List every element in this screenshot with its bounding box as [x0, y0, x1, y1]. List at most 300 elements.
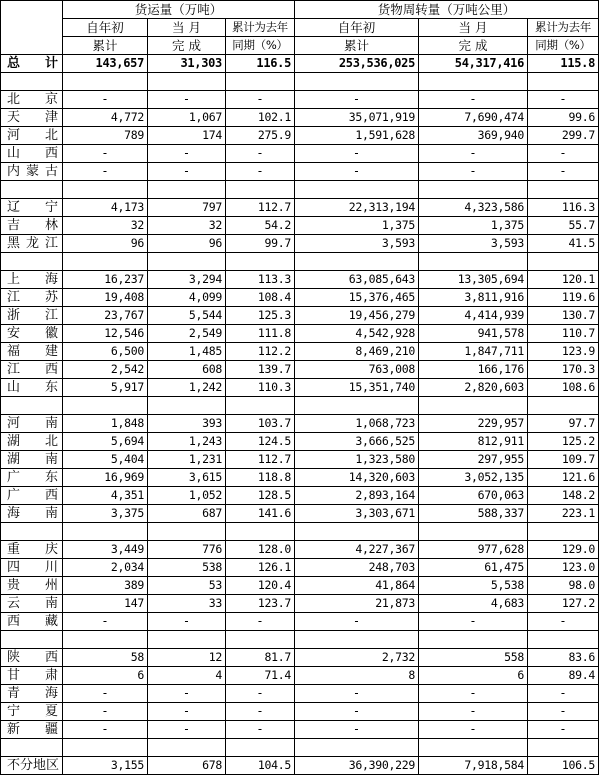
cell-ft-yoy: -	[528, 703, 599, 721]
empty-cell	[1, 631, 63, 649]
empty-cell	[226, 739, 295, 757]
region-name: 安 徽	[1, 325, 63, 343]
cell-ft-yoy: 121.6	[528, 469, 599, 487]
cell-ft-ytd: 36,390,229	[295, 757, 419, 775]
empty-cell	[226, 523, 295, 541]
empty-cell	[528, 523, 599, 541]
cell-ft-ytd: 2,893,164	[295, 487, 419, 505]
cell-fv-ytd: 3,449	[63, 541, 148, 559]
cell-ft-yoy: 110.7	[528, 325, 599, 343]
cell-fv-yoy: -	[226, 613, 295, 631]
cell-ft-month: 297,955	[419, 451, 528, 469]
empty-cell	[528, 631, 599, 649]
empty-cell	[528, 253, 599, 271]
cell-fv-month: 174	[148, 127, 226, 145]
region-name: 陕 西	[1, 649, 63, 667]
empty-cell	[419, 397, 528, 415]
cell-ft-ytd: -	[295, 613, 419, 631]
header-corner	[1, 1, 63, 55]
cell-ft-month: -	[419, 163, 528, 181]
cell-fv-ytd: 3,375	[63, 505, 148, 523]
cell-ft-yoy: 123.9	[528, 343, 599, 361]
empty-cell	[226, 631, 295, 649]
cell-fv-month: -	[148, 145, 226, 163]
cell-fv-yoy: 99.7	[226, 235, 295, 253]
table-row	[1, 559, 599, 577]
cell-ft-month: 812,911	[419, 433, 528, 451]
cell-fv-month: 5,544	[148, 307, 226, 325]
region-name: 黑龙江	[1, 235, 63, 253]
cell-ft-month: -	[419, 613, 528, 631]
header-ft-ytd-1: 自年初	[295, 19, 419, 37]
cell-ft-month: 941,578	[419, 325, 528, 343]
cell-fv-month: 96	[148, 235, 226, 253]
table-row	[1, 415, 599, 433]
cell-fv-yoy: 112.7	[226, 199, 295, 217]
table-row	[1, 199, 599, 217]
cell-ft-yoy: 106.5	[528, 757, 599, 775]
cell-ft-month: -	[419, 721, 528, 739]
total-ft-month: 54,317,416	[419, 55, 528, 73]
empty-cell	[63, 253, 148, 271]
region-name: 河 北	[1, 127, 63, 145]
cell-fv-yoy: 104.5	[226, 757, 295, 775]
cell-fv-month: 538	[148, 559, 226, 577]
cell-ft-yoy: 123.0	[528, 559, 599, 577]
region-name: 吉 林	[1, 217, 63, 235]
cell-fv-ytd: -	[63, 703, 148, 721]
cell-ft-month: 166,176	[419, 361, 528, 379]
cell-fv-ytd: 6,500	[63, 343, 148, 361]
cell-fv-month: 1,243	[148, 433, 226, 451]
empty-cell	[295, 523, 419, 541]
cell-fv-ytd: 12,546	[63, 325, 148, 343]
cell-ft-month: 670,063	[419, 487, 528, 505]
total-fv-ytd: 143,657	[63, 55, 148, 73]
region-name: 青 海	[1, 685, 63, 703]
cell-fv-yoy: 123.7	[226, 595, 295, 613]
empty-cell	[63, 739, 148, 757]
empty-cell	[295, 739, 419, 757]
cell-ft-ytd: 19,456,279	[295, 307, 419, 325]
cell-ft-yoy: -	[528, 685, 599, 703]
cell-ft-month: 1,847,711	[419, 343, 528, 361]
total-label: 总 计	[1, 55, 63, 73]
cell-ft-ytd: -	[295, 145, 419, 163]
cell-fv-yoy: 81.7	[226, 649, 295, 667]
cell-ft-ytd: 3,303,671	[295, 505, 419, 523]
cell-fv-yoy: 125.3	[226, 307, 295, 325]
cell-fv-month: 1,231	[148, 451, 226, 469]
cell-fv-ytd: 32	[63, 217, 148, 235]
header-row-sub1	[1, 19, 599, 37]
table-row	[1, 541, 599, 559]
cell-ft-ytd: 1,068,723	[295, 415, 419, 433]
cell-fv-yoy: 108.4	[226, 289, 295, 307]
table-row	[1, 703, 599, 721]
header-row-group	[1, 1, 599, 19]
cell-fv-ytd: -	[63, 145, 148, 163]
cell-fv-month: 4	[148, 667, 226, 685]
region-name: 浙 江	[1, 307, 63, 325]
empty-cell	[148, 73, 226, 91]
region-name: 不分地区	[1, 757, 63, 775]
table-row	[1, 307, 599, 325]
cell-ft-ytd: 1,375	[295, 217, 419, 235]
total-ft-ytd: 253,536,025	[295, 55, 419, 73]
spacer-row	[1, 253, 599, 271]
cell-ft-yoy: -	[528, 721, 599, 739]
spacer-row	[1, 73, 599, 91]
header-row-sub2	[1, 37, 599, 55]
cell-fv-yoy: 112.2	[226, 343, 295, 361]
cell-fv-ytd: -	[63, 91, 148, 109]
region-name: 海 南	[1, 505, 63, 523]
cell-fv-ytd: 789	[63, 127, 148, 145]
region-name: 内蒙古	[1, 163, 63, 181]
region-name: 山 西	[1, 145, 63, 163]
region-name: 湖 北	[1, 433, 63, 451]
empty-cell	[295, 253, 419, 271]
cell-fv-month: -	[148, 613, 226, 631]
table-row	[1, 505, 599, 523]
cell-ft-yoy: 148.2	[528, 487, 599, 505]
table-row	[1, 613, 599, 631]
cell-fv-month: 678	[148, 757, 226, 775]
region-name: 广 西	[1, 487, 63, 505]
region-name: 新 疆	[1, 721, 63, 739]
cell-ft-yoy: -	[528, 145, 599, 163]
cell-ft-month: 7,690,474	[419, 109, 528, 127]
cell-ft-yoy: 41.5	[528, 235, 599, 253]
cell-ft-month: 369,940	[419, 127, 528, 145]
cell-ft-yoy: 120.1	[528, 271, 599, 289]
cell-fv-yoy: -	[226, 91, 295, 109]
cell-ft-month: 4,323,586	[419, 199, 528, 217]
cell-ft-ytd: 14,320,603	[295, 469, 419, 487]
cell-ft-ytd: -	[295, 163, 419, 181]
table-row	[1, 469, 599, 487]
table-row	[1, 289, 599, 307]
cell-ft-yoy: 116.3	[528, 199, 599, 217]
cell-fv-ytd: 3,155	[63, 757, 148, 775]
cell-fv-month: 33	[148, 595, 226, 613]
cell-fv-ytd: 147	[63, 595, 148, 613]
spacer-row	[1, 739, 599, 757]
cell-ft-month: 6	[419, 667, 528, 685]
table-row	[1, 325, 599, 343]
empty-cell	[148, 253, 226, 271]
empty-cell	[63, 397, 148, 415]
cell-ft-ytd: 4,542,928	[295, 325, 419, 343]
header-fv-yoy-1: 累计为去年	[226, 19, 295, 37]
cell-ft-ytd: -	[295, 721, 419, 739]
cell-ft-month: 3,052,135	[419, 469, 528, 487]
cell-ft-yoy: 127.2	[528, 595, 599, 613]
cell-ft-month: 3,811,916	[419, 289, 528, 307]
cell-fv-ytd: 16,237	[63, 271, 148, 289]
cell-ft-ytd: 3,666,525	[295, 433, 419, 451]
header-fv-yoy-2: 同期（%）	[226, 37, 295, 55]
cell-fv-ytd: 5,917	[63, 379, 148, 397]
cell-fv-yoy: 124.5	[226, 433, 295, 451]
table-row	[1, 91, 599, 109]
region-name: 广 东	[1, 469, 63, 487]
region-name: 湖 南	[1, 451, 63, 469]
cell-fv-yoy: 103.7	[226, 415, 295, 433]
cell-fv-yoy: -	[226, 721, 295, 739]
cell-fv-yoy: 102.1	[226, 109, 295, 127]
cell-fv-ytd: 23,767	[63, 307, 148, 325]
cell-ft-yoy: 99.6	[528, 109, 599, 127]
empty-cell	[528, 73, 599, 91]
region-name: 云 南	[1, 595, 63, 613]
region-name: 重 庆	[1, 541, 63, 559]
cell-ft-ytd: 1,591,628	[295, 127, 419, 145]
cell-fv-yoy: 113.3	[226, 271, 295, 289]
empty-cell	[63, 181, 148, 199]
cell-ft-yoy: 97.7	[528, 415, 599, 433]
cell-ft-ytd: 1,323,580	[295, 451, 419, 469]
cell-ft-yoy: -	[528, 163, 599, 181]
cell-fv-month: 12	[148, 649, 226, 667]
cell-ft-ytd: 3,593	[295, 235, 419, 253]
cell-ft-ytd: 15,351,740	[295, 379, 419, 397]
cell-ft-ytd: 15,376,465	[295, 289, 419, 307]
cell-fv-yoy: 112.7	[226, 451, 295, 469]
cell-fv-ytd: 2,542	[63, 361, 148, 379]
cell-ft-yoy: 170.3	[528, 361, 599, 379]
cell-ft-ytd: 41,864	[295, 577, 419, 595]
region-name: 福 建	[1, 343, 63, 361]
cell-fv-ytd: 4,351	[63, 487, 148, 505]
header-ft-month-1: 当 月	[419, 19, 528, 37]
cell-ft-yoy: 223.1	[528, 505, 599, 523]
cell-fv-ytd: 389	[63, 577, 148, 595]
cell-ft-month: 977,628	[419, 541, 528, 559]
empty-cell	[528, 181, 599, 199]
cell-ft-ytd: 248,703	[295, 559, 419, 577]
empty-cell	[63, 631, 148, 649]
table-row	[1, 685, 599, 703]
cell-ft-month: 61,475	[419, 559, 528, 577]
empty-cell	[226, 253, 295, 271]
cell-ft-month: -	[419, 703, 528, 721]
table-row	[1, 757, 599, 775]
cell-fv-ytd: -	[63, 721, 148, 739]
cell-fv-month: 1,485	[148, 343, 226, 361]
cell-ft-ytd: 2,732	[295, 649, 419, 667]
empty-cell	[148, 739, 226, 757]
region-name: 山 东	[1, 379, 63, 397]
cell-fv-ytd: 4,173	[63, 199, 148, 217]
table-row	[1, 433, 599, 451]
header-fv-ytd-2: 累计	[63, 37, 148, 55]
empty-cell	[226, 181, 295, 199]
cell-fv-month: 1,067	[148, 109, 226, 127]
cell-fv-month: -	[148, 703, 226, 721]
cell-fv-ytd: 2,034	[63, 559, 148, 577]
region-name: 江 西	[1, 361, 63, 379]
cell-fv-month: -	[148, 91, 226, 109]
header-freight-turnover: 货物周转量（万吨公里）	[295, 1, 599, 19]
empty-cell	[148, 631, 226, 649]
spacer-row	[1, 631, 599, 649]
cell-fv-yoy: 110.3	[226, 379, 295, 397]
empty-cell	[148, 181, 226, 199]
empty-cell	[419, 739, 528, 757]
cell-ft-ytd: 763,008	[295, 361, 419, 379]
cell-ft-yoy: 130.7	[528, 307, 599, 325]
cell-fv-ytd: 96	[63, 235, 148, 253]
cell-fv-month: 393	[148, 415, 226, 433]
region-name: 四 川	[1, 559, 63, 577]
cell-fv-month: 53	[148, 577, 226, 595]
table-row	[1, 343, 599, 361]
total-fv-yoy: 116.5	[226, 55, 295, 73]
region-name: 贵 州	[1, 577, 63, 595]
cell-ft-ytd: 8	[295, 667, 419, 685]
table-row	[1, 451, 599, 469]
cell-ft-month: 558	[419, 649, 528, 667]
empty-cell	[226, 397, 295, 415]
spacer-row	[1, 523, 599, 541]
region-name: 宁 夏	[1, 703, 63, 721]
cell-ft-yoy: 98.0	[528, 577, 599, 595]
empty-cell	[63, 73, 148, 91]
cell-fv-month: -	[148, 721, 226, 739]
empty-cell	[63, 523, 148, 541]
region-name: 西 藏	[1, 613, 63, 631]
cell-fv-ytd: -	[63, 163, 148, 181]
table-row	[1, 577, 599, 595]
cell-ft-month: 13,305,694	[419, 271, 528, 289]
header-fv-ytd-1: 自年初	[63, 19, 148, 37]
cell-fv-month: 3,615	[148, 469, 226, 487]
cell-ft-yoy: 125.2	[528, 433, 599, 451]
cell-ft-month: 2,820,603	[419, 379, 528, 397]
cell-fv-yoy: 275.9	[226, 127, 295, 145]
spacer-row	[1, 181, 599, 199]
cell-ft-ytd: 63,085,643	[295, 271, 419, 289]
table-row	[1, 379, 599, 397]
cell-fv-yoy: 120.4	[226, 577, 295, 595]
cell-ft-ytd: -	[295, 91, 419, 109]
cell-ft-month: -	[419, 145, 528, 163]
empty-cell	[1, 739, 63, 757]
cell-ft-yoy: 83.6	[528, 649, 599, 667]
table-row	[1, 667, 599, 685]
cell-fv-yoy: 54.2	[226, 217, 295, 235]
table-row	[1, 487, 599, 505]
table-row	[1, 145, 599, 163]
cell-ft-yoy: 89.4	[528, 667, 599, 685]
empty-cell	[528, 739, 599, 757]
cell-fv-month: -	[148, 163, 226, 181]
header-ft-month-2: 完 成	[419, 37, 528, 55]
table-row	[1, 127, 599, 145]
cell-fv-ytd: 4,772	[63, 109, 148, 127]
header-freight-volume: 货运量（万吨）	[63, 1, 295, 19]
cell-fv-ytd: -	[63, 613, 148, 631]
empty-cell	[1, 181, 63, 199]
cell-ft-month: 3,593	[419, 235, 528, 253]
cell-fv-ytd: 58	[63, 649, 148, 667]
cell-ft-yoy: 109.7	[528, 451, 599, 469]
empty-cell	[295, 397, 419, 415]
cell-fv-month: 1,242	[148, 379, 226, 397]
cell-fv-yoy: 118.8	[226, 469, 295, 487]
empty-cell	[226, 73, 295, 91]
empty-cell	[295, 181, 419, 199]
cell-fv-yoy: 111.8	[226, 325, 295, 343]
table-row	[1, 163, 599, 181]
empty-cell	[419, 523, 528, 541]
header-fv-month-1: 当 月	[148, 19, 226, 37]
cell-ft-month: -	[419, 91, 528, 109]
cell-fv-month: 4,099	[148, 289, 226, 307]
cell-fv-month: 797	[148, 199, 226, 217]
empty-cell	[528, 397, 599, 415]
table-row	[1, 721, 599, 739]
cell-ft-ytd: -	[295, 703, 419, 721]
cell-ft-yoy: 299.7	[528, 127, 599, 145]
empty-cell	[1, 523, 63, 541]
table-row	[1, 649, 599, 667]
cell-fv-yoy: 141.6	[226, 505, 295, 523]
cell-ft-ytd: 35,071,919	[295, 109, 419, 127]
table-row	[1, 109, 599, 127]
cell-fv-month: 2,549	[148, 325, 226, 343]
cell-fv-month: 32	[148, 217, 226, 235]
empty-cell	[295, 631, 419, 649]
cell-fv-ytd: 6	[63, 667, 148, 685]
cell-fv-ytd: 5,694	[63, 433, 148, 451]
region-name: 上 海	[1, 271, 63, 289]
cell-ft-month: 1,375	[419, 217, 528, 235]
cell-fv-yoy: -	[226, 703, 295, 721]
cell-ft-yoy: 55.7	[528, 217, 599, 235]
empty-cell	[295, 73, 419, 91]
empty-cell	[419, 631, 528, 649]
cell-ft-month: 5,538	[419, 577, 528, 595]
empty-cell	[419, 181, 528, 199]
header-ft-yoy-1: 累计为去年	[528, 19, 599, 37]
cell-fv-yoy: 139.7	[226, 361, 295, 379]
empty-cell	[1, 253, 63, 271]
region-name: 甘 肃	[1, 667, 63, 685]
cell-fv-month: -	[148, 685, 226, 703]
empty-cell	[1, 73, 63, 91]
cell-fv-month: 776	[148, 541, 226, 559]
cell-fv-month: 687	[148, 505, 226, 523]
table-row	[1, 361, 599, 379]
header-fv-month-2: 完 成	[148, 37, 226, 55]
region-name: 江 苏	[1, 289, 63, 307]
spacer-row	[1, 397, 599, 415]
cell-ft-month: 229,957	[419, 415, 528, 433]
cell-ft-yoy: 129.0	[528, 541, 599, 559]
cell-fv-ytd: 5,404	[63, 451, 148, 469]
cell-ft-ytd: -	[295, 685, 419, 703]
cell-ft-month: 588,337	[419, 505, 528, 523]
total-fv-month: 31,303	[148, 55, 226, 73]
cell-ft-yoy: 119.6	[528, 289, 599, 307]
cell-fv-yoy: -	[226, 685, 295, 703]
empty-cell	[419, 73, 528, 91]
cell-fv-yoy: -	[226, 163, 295, 181]
cell-ft-ytd: 22,313,194	[295, 199, 419, 217]
